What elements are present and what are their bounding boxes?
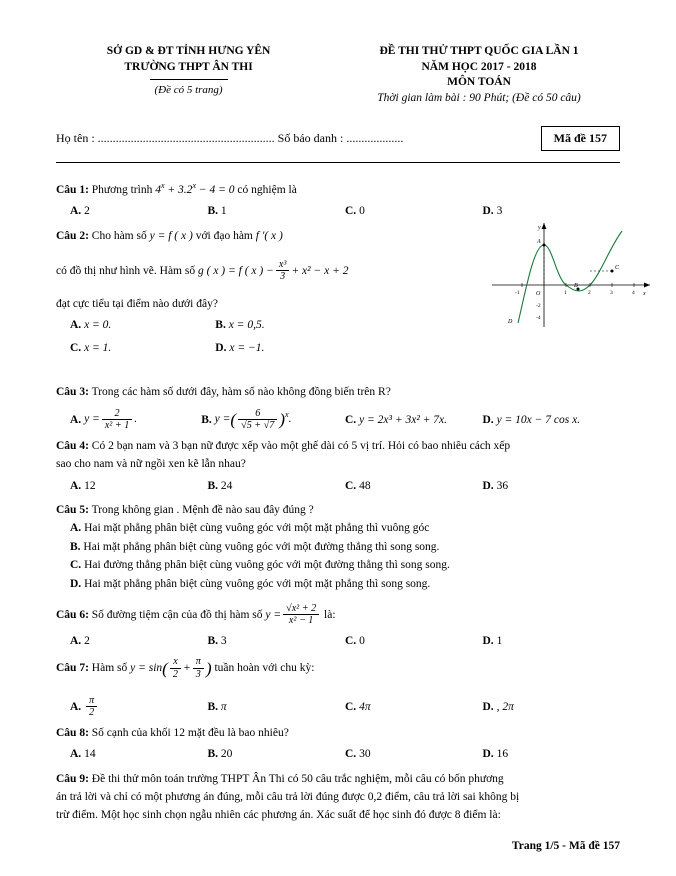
question-1-suffix: có nghiệm là	[237, 183, 297, 196]
svg-text:D: D	[508, 319, 513, 326]
option-c[interactable]: C. Hai đường thẳng phân biệt cùng vuông góc với một đường thẳng thì song song.	[70, 559, 450, 572]
name-label: Họ tên :	[56, 131, 95, 146]
name-field[interactable]: ...........................................................	[97, 131, 275, 146]
question-6-text: Số đường tiệm cận của đồ thị hàm số	[91, 608, 263, 621]
question-2-with: với đạo hàm	[195, 229, 253, 242]
option-a[interactable]: A. 2	[70, 635, 90, 647]
question-6	[56, 603, 620, 627]
question-1	[56, 180, 620, 199]
question-2-text: Cho hàm số	[91, 229, 147, 242]
option-c[interactable]: C. y = 2x³ + 3x² + 7x.	[345, 413, 448, 426]
option-a[interactable]: A. x = 0.	[70, 319, 112, 332]
school-block	[56, 44, 321, 106]
option-c[interactable]: C. 0	[345, 635, 365, 647]
option-a[interactable]: A. Hai mặt phẳng phân biệt cùng vuông góc với một mặt phẳng thì vuông góc	[70, 522, 430, 535]
option-b[interactable]: B. Hai mặt phẳng phân biệt cùng vuông góc với một đường thẳng thì song song.	[70, 540, 440, 553]
question-1-label: Câu 1:	[56, 183, 89, 196]
option-d[interactable]: D. 3	[482, 205, 503, 218]
option-d[interactable]: D. 16	[482, 748, 509, 761]
option-d[interactable]: D. x = −1.	[215, 341, 265, 354]
exam-code-box: Mã đề 157	[541, 126, 620, 151]
svg-text:4: 4	[632, 290, 635, 297]
option-c[interactable]: C. x = 1.	[70, 341, 112, 354]
page-count-note: (Đề có 5 trang)	[154, 84, 223, 97]
option-c[interactable]: C. 0	[345, 205, 365, 218]
option-d[interactable]: D. y = 10x − 7 cos x.	[482, 413, 581, 426]
option-c[interactable]: C. 48	[345, 479, 371, 492]
option-b[interactable]: B. 3	[207, 635, 227, 647]
question-5-text: Trong không gian . Mệnh đề nào sau đây đúng ?	[91, 503, 314, 516]
question-2-options-row1	[56, 316, 361, 336]
question-8-options	[56, 745, 620, 763]
exam-title-block	[338, 44, 620, 106]
svg-text:C: C	[615, 265, 620, 272]
svg-text:-1: -1	[515, 290, 520, 297]
function-graph-figure	[482, 219, 660, 331]
question-5-label: Câu 5:	[56, 503, 89, 516]
document-header	[0, 0, 676, 106]
option-d[interactable]: D. 1	[482, 635, 503, 647]
exam-year: NĂM HỌC 2017 - 2018	[421, 60, 537, 73]
question-6-tail: là:	[324, 608, 336, 621]
question-7-label: Câu 7:	[56, 662, 89, 675]
question-9-text-line3: trừ điểm. Một học sinh chọn ngẫu nhiên các phương án. Xác suất để học sinh đó được 8 điểm là:	[56, 809, 501, 822]
option-a[interactable]: A. 14	[70, 748, 96, 761]
sbd-field[interactable]: ...................	[346, 131, 404, 146]
svg-text:x: x	[643, 291, 646, 298]
svg-text:2: 2	[588, 290, 591, 297]
question-2-line3-text: đạt cực tiểu tại điểm nào dưới đây?	[56, 298, 218, 311]
question-7-options	[56, 695, 620, 719]
school-name: TRƯỜNG THPT ÂN THI	[124, 60, 253, 73]
question-5-options	[56, 519, 620, 594]
option-b[interactable]: B. 24	[207, 479, 233, 492]
question-8	[56, 725, 620, 742]
question-4	[56, 438, 620, 455]
option-a[interactable]: A. $\frac{\pi}{2}$	[56, 695, 208, 719]
question-2-options-row2	[56, 339, 361, 359]
question-7-tail: tuần hoàn với chu kỳ:	[214, 662, 315, 675]
option-b[interactable]: B. y =( $\frac{6}{√5 + √7}$ )$^x$.	[201, 407, 292, 432]
question-8-label: Câu 8:	[56, 726, 89, 739]
svg-text:y: y	[538, 225, 541, 232]
questions-container	[0, 163, 676, 825]
question-2-label: Câu 2:	[56, 229, 89, 242]
question-4-text-line1: Có 2 bạn nam và 3 bạn nữ được xếp vào một ghế dài có 5 vị trí. Hỏi có bao nhiêu cách xếp	[91, 439, 511, 452]
question-6-formula: y = $\frac{\text{√x² + 2}}{\text{x² − 1}}$	[265, 609, 324, 621]
exam-subject: MÔN TOÁN	[447, 76, 511, 89]
page-footer: Trang 1/5 - Mã đề 157	[511, 840, 620, 852]
question-2-line2-text: có đồ thị như hình vẽ. Hàm số	[56, 264, 196, 277]
option-a[interactable]: A. 2	[70, 205, 90, 218]
exam-duration: Thời gian làm bài : 90 Phút; (Đề có 50 câu)	[377, 91, 581, 104]
svg-text:-2: -2	[536, 303, 541, 310]
option-d[interactable]: D. 36	[482, 479, 509, 492]
option-b[interactable]: B. 20	[207, 748, 233, 761]
option-c[interactable]: C. 4π	[345, 700, 371, 713]
question-1-formula: $4^x + 3.2^x - 4 = 0$	[155, 181, 235, 196]
svg-text:A: A	[537, 239, 541, 246]
question-9	[56, 771, 620, 788]
option-b[interactable]: B. 1	[207, 205, 227, 218]
question-2-gx: g ( x ) = f ( x ) − $\frac{\text{x³}}{3}$ + x² − x + 2	[197, 258, 349, 283]
option-a[interactable]: A. y = $\frac{2}{\text{x² + 1}}$ .	[70, 407, 138, 432]
svg-text:1: 1	[564, 290, 567, 297]
question-2-fprime: f ′( x )	[255, 229, 283, 242]
question-9-text-line1: Đề thi thử môn toán trường THPT Ân Thi có 50 câu trắc nghiệm, mỗi câu có bốn phương	[91, 772, 504, 785]
question-9-text-line2: án trả lời và chỉ có một phương án đúng, mỗi câu trả lời đúng được 0,2 điểm, câu trả lời sai không bị	[56, 790, 520, 803]
candidate-info-row	[0, 106, 676, 151]
exam-title: ĐỀ THI THỬ THPT QUỐC GIA LẦN 1	[379, 45, 579, 57]
question-2-fx: y = f ( x )	[149, 229, 193, 242]
question-1-options	[56, 202, 620, 220]
svg-text:-4: -4	[536, 315, 541, 322]
divider-rule	[150, 79, 228, 80]
question-9-label: Câu 9:	[56, 772, 89, 785]
name-and-sbd	[56, 131, 541, 146]
question-5	[56, 502, 620, 519]
question-3	[56, 384, 620, 401]
question-4-text-line2: sao cho nam và nữ ngồi xen kẽ lẫn nhau?	[56, 458, 246, 471]
option-d[interactable]: D. , 2π	[482, 700, 514, 713]
svg-text:B: B	[574, 283, 578, 290]
option-b[interactable]: B. π	[207, 700, 227, 713]
question-4-options	[56, 477, 620, 495]
question-6-label: Câu 6:	[56, 608, 89, 621]
option-c[interactable]: C. 30	[345, 748, 371, 761]
svg-text:O: O	[536, 291, 541, 298]
option-d[interactable]: D. Hai mặt phẳng phân biệt cùng vuông góc với một mặt phẳng thì song song.	[70, 578, 431, 591]
svg-text:3: 3	[610, 290, 613, 297]
question-4-label: Câu 4:	[56, 439, 89, 452]
option-a[interactable]: A. 12	[70, 479, 96, 492]
question-3-text: Trong các hàm số dưới đây, hàm số nào không đồng biến trên R?	[91, 386, 391, 399]
question-1-text: Phương trình	[91, 183, 153, 196]
question-6-options	[56, 632, 620, 650]
question-7-formula: y = sin( $\frac{x}{2}$ + $\frac{\pi}{3}$ )	[130, 656, 212, 681]
question-3-options	[56, 408, 620, 432]
question-7	[56, 656, 620, 680]
sbd-label: Số báo danh :	[277, 131, 344, 146]
question-8-text: Số cạnh của khối 12 mặt đều là bao nhiêu?	[91, 726, 289, 739]
option-b[interactable]: B. x = 0,5.	[215, 319, 265, 332]
question-3-label: Câu 3:	[56, 386, 89, 399]
question-7-text: Hàm số	[91, 662, 128, 675]
department-name: SỞ GD & ĐT TỈNH HƯNG YÊN	[106, 45, 271, 57]
